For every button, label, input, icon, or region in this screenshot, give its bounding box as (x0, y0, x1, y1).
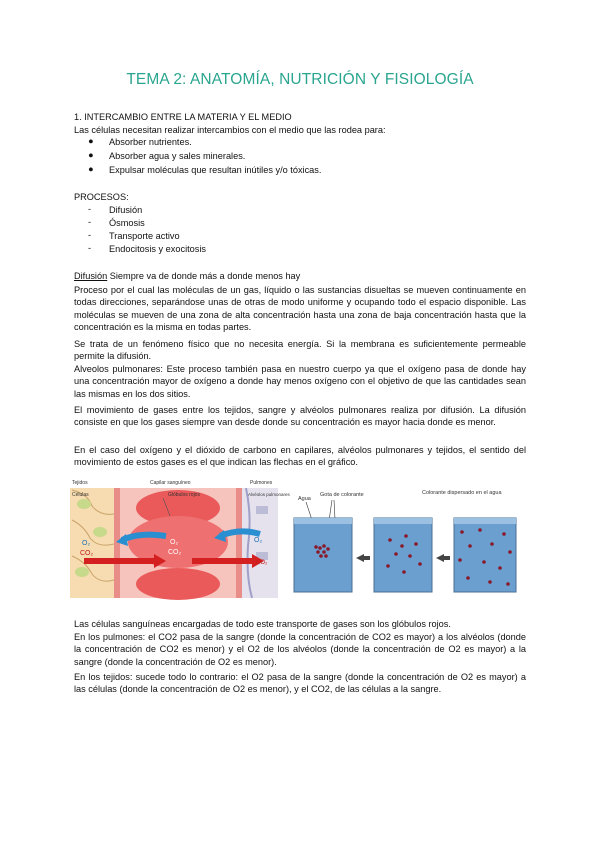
bullet-item: Absorber nutrientes. (109, 137, 192, 147)
procesos-item: Endocitosis y exocitosis (109, 244, 207, 254)
difusion-paragraph: Alveolos pulmonares: Este proceso también pasa en nuestro cuerpo ya que el oxígeno pasa de donde hay una concentración mayor de oxígeno a donde hay menos oxígeno con el objetivo de que las cantidades sean las mismas en los dos sitios. (74, 364, 526, 399)
section-intro: Las células necesitan realizar intercambios con el medio que las rodea para: (74, 125, 386, 135)
procesos-item: Ósmosis (109, 218, 145, 228)
bullet-item: Absorber agua y sales minerales. (109, 151, 246, 161)
difusion-paragraph: En el caso del oxígeno y el dióxido de carbono en capilares, alvéolos pulmonares y tejidos, el sentido del movimiento de estos gases es el que indican las flechas en el gráfico. (74, 445, 526, 468)
beaker-dispersed (454, 518, 516, 592)
o2-label-center: O₂ (170, 539, 179, 546)
closing-paragraph: En los tejidos: sucede todo lo contrario: el O2 pasa de la sangre (donde la concentración de O2 es mayor) a las células (donde la concentración de O2 es menor), y el CO2, de las células a la sangre. (74, 672, 526, 695)
tissue-cells (70, 488, 114, 598)
label-celulas: Células (72, 492, 89, 498)
beaker-initial (294, 518, 352, 592)
label-globulos: Glóbulos rojos (168, 492, 200, 498)
co2-label-center: CO₂ (168, 549, 182, 556)
co2-arrow-right (192, 558, 252, 564)
label-pulmones: Pulmones (250, 480, 273, 486)
list-dash: - (88, 230, 92, 240)
bullet-dot: ● (88, 150, 94, 160)
co2-label-left: CO₂ (80, 550, 94, 557)
co2-arrow-left (84, 558, 154, 564)
difusion-label: Difusión (74, 271, 108, 281)
diffusion-figure (290, 488, 526, 598)
closing-paragraph: En los pulmones: el CO2 pasa de la sangre (donde la concentración de CO2 es mayor) a los alvéolos (donde la concentración de CO2 es menor) y el O2 de los alvéolos (donde la concentración de O2 es mayor) a la sangre (donde la concentración de O2 es menor). (74, 632, 526, 667)
label-disperso: Colorante dispersado en el agua (422, 490, 502, 496)
label-alveolos: Alvéolos pulmonares (248, 492, 290, 497)
label-capilar: Capilar sanguíneo (150, 480, 191, 486)
o2-label-left: O₂ (82, 540, 91, 547)
list-dash: - (88, 217, 92, 227)
list-dash: - (88, 243, 92, 253)
beaker-mid (374, 518, 432, 592)
co2-label-right: CO₂ (256, 560, 268, 566)
section-heading: 1. INTERCAMBIO ENTRE LA MATERIA Y EL MEDIO (74, 112, 292, 122)
difusion-paragraph: Proceso por el cual las moléculas de un gas, líquido o las sustancias disueltas se mueven continuamente en todas direcciones, separándose unas de otras de modo uniforme y ocupando todo el espacio disponible. Las moléculas se mueven de una zona de alta concentración hasta una zona de baja concentración hasta que la concentración es la misma en todas partes. (74, 285, 526, 333)
difusion-lead: Siempre va de donde más a donde menos hay (107, 271, 301, 281)
list-dash: - (88, 204, 92, 214)
bullet-dot: ● (88, 136, 94, 146)
bullet-dot: ● (88, 164, 94, 174)
difusion-heading (74, 270, 526, 282)
label-gota: Gota de colorante (320, 492, 364, 498)
label-tejidos: Tejidos (72, 480, 88, 486)
procesos-item: Difusión (109, 205, 143, 215)
procesos-item: Transporte activo (109, 231, 180, 241)
o2-label-right: O₂ (254, 537, 263, 544)
gas-exchange-figure (70, 476, 290, 598)
procesos-heading: PROCESOS: (74, 192, 129, 202)
closing-paragraph: Las células sanguíneas encargadas de todo este transporte de gases son los glóbulos rojos. (74, 619, 451, 629)
label-agua: Agua (298, 496, 311, 502)
difusion-paragraph: El movimiento de gases entre los tejidos, sangre y alvéolos pulmonares realiza por difusión. La difusión consiste en que los gases siempre van desde donde su concentración es mayor hacia donde es menor. (74, 405, 526, 428)
page-title: TEMA 2: ANATOMÍA, NUTRICIÓN Y FISIOLOGÍA (126, 71, 474, 88)
difusion-paragraph: Se trata de un fenómeno físico que no necesita energía. Si la membrana es suficientemente permeable permite la difusión. (74, 339, 526, 362)
bullet-item: Expulsar moléculas que resultan inútiles y/o tóxicas. (109, 165, 322, 175)
